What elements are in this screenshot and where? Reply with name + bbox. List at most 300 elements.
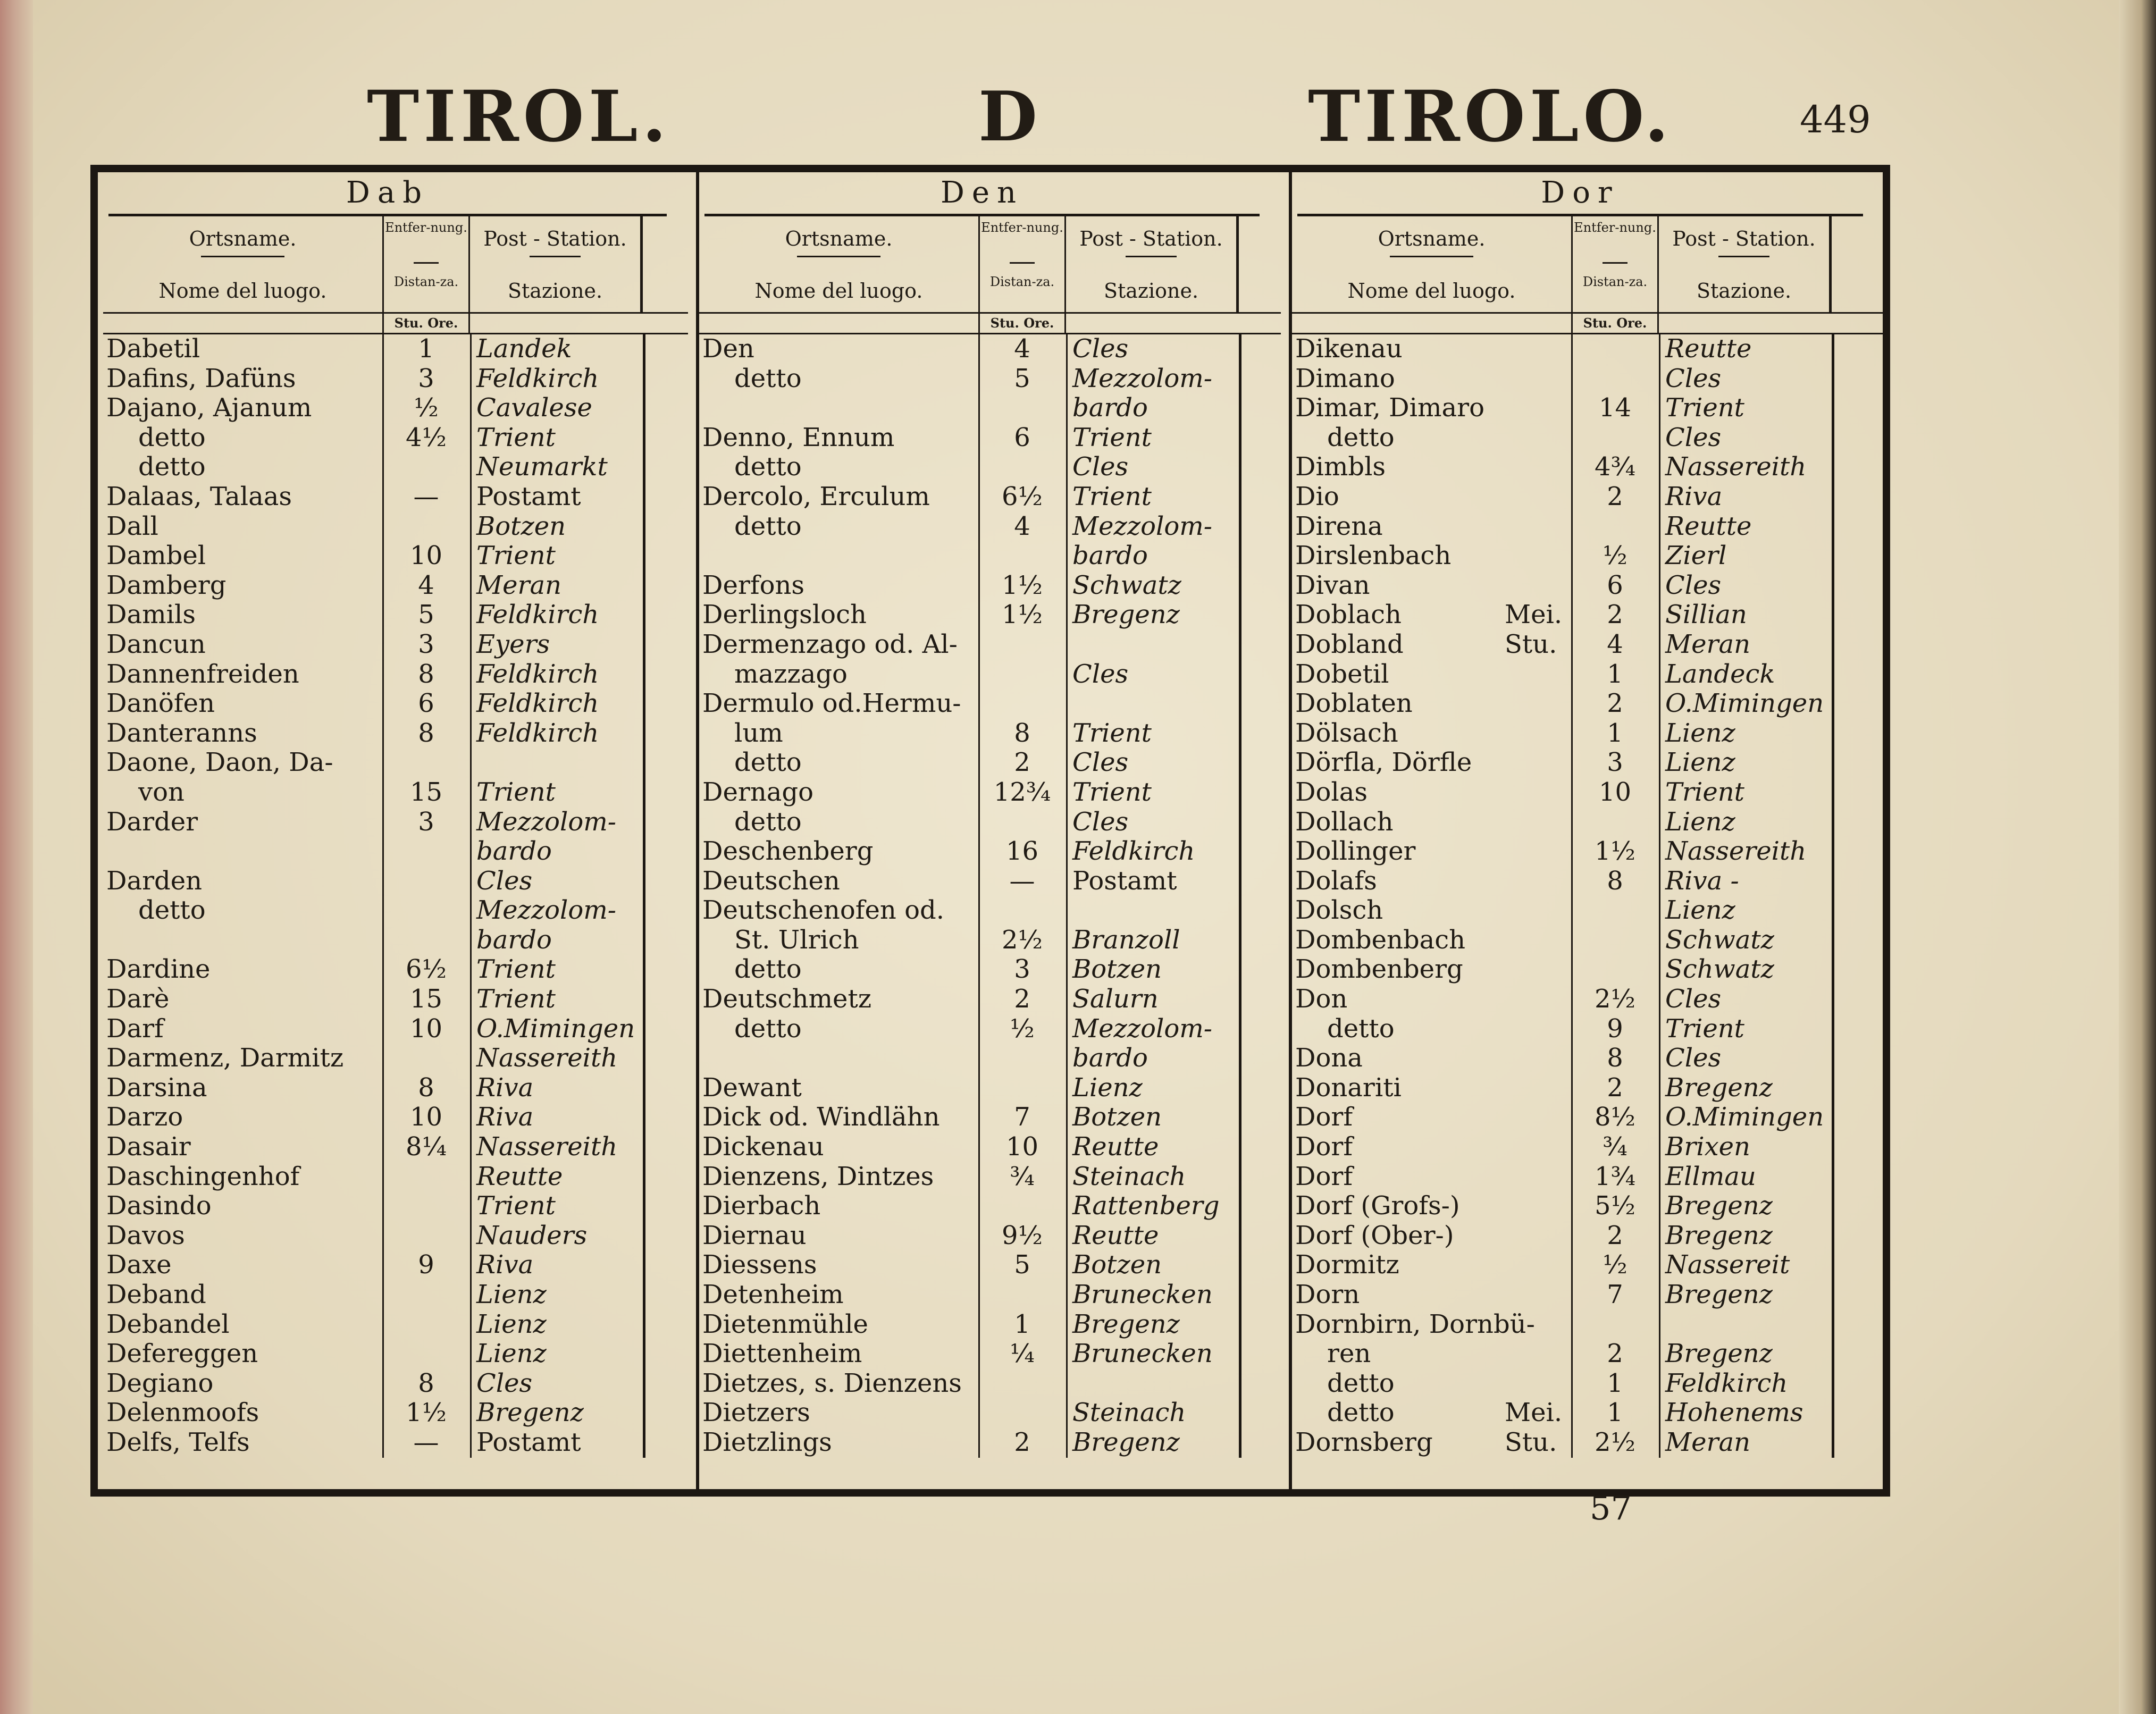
place-name: Dornsberg: [1295, 1427, 1433, 1457]
table-row: [103, 867, 688, 896]
post-station: Lienz: [1665, 895, 1735, 926]
table-row: [103, 808, 688, 837]
distance-value: 9½: [1001, 1220, 1043, 1250]
distance-value: 2: [1014, 1427, 1030, 1457]
post-station: Cles: [1665, 422, 1722, 452]
table-row: [699, 1191, 1281, 1221]
distance-value: 8: [1607, 1043, 1623, 1073]
post-station: Trient: [476, 422, 556, 452]
distance-value: 3: [418, 629, 434, 659]
table-row: [1292, 541, 1884, 571]
table-row: [699, 630, 1281, 660]
post-station: Trient: [476, 777, 556, 807]
post-station: Lienz: [476, 1309, 547, 1339]
post-station: Trient: [1072, 777, 1152, 807]
place-name: lum: [734, 718, 783, 748]
table-row: [1292, 1044, 1884, 1073]
post-station: Ellmau: [1665, 1161, 1756, 1191]
distance-value: 2: [1607, 481, 1623, 511]
place-name: detto: [1327, 1398, 1395, 1428]
table-row: [103, 955, 688, 985]
place-name: Dollinger: [1295, 836, 1416, 867]
header-station-de: Post - Station.: [483, 227, 627, 250]
post-station: Botzen: [1072, 954, 1162, 985]
post-station: Feldkirch: [1072, 836, 1195, 867]
place-name: Dermenzago od. Al-: [702, 629, 958, 659]
table-row: [699, 867, 1281, 896]
post-station: Postamt: [476, 481, 581, 511]
header-dist-it: Distan-za.: [1582, 274, 1648, 289]
place-name: detto: [734, 954, 802, 985]
place-name: Dirslenbach: [1295, 541, 1452, 571]
distance-value: 10: [409, 1102, 443, 1132]
post-station: Mezzolom-: [476, 806, 617, 837]
units-label: Stu. Ore.: [382, 314, 470, 333]
place-name: Dietzlings: [702, 1427, 832, 1457]
table-row: [103, 1073, 688, 1103]
place-name: detto: [734, 452, 802, 482]
place-name: Delenmoofs: [106, 1398, 259, 1428]
post-station: Brunecken: [1072, 1280, 1213, 1309]
place-name: mazzago: [734, 659, 848, 689]
header-station-it: Stazione.: [1696, 279, 1792, 303]
table-row: [699, 719, 1281, 749]
distance-value: 4¾: [1594, 452, 1636, 482]
place-name: Dickenau: [702, 1132, 824, 1162]
column-header-name: [103, 216, 382, 312]
place-name: Dorf: [1295, 1161, 1353, 1191]
table-row: [699, 1044, 1281, 1073]
post-station: Bregenz: [1072, 1427, 1180, 1457]
table-row: [1292, 896, 1884, 926]
section-title: Dor: [1297, 172, 1863, 216]
table-row: [699, 1162, 1281, 1192]
post-station: Landeck: [1665, 659, 1775, 689]
table-row: [103, 1162, 688, 1192]
table-row: [103, 1132, 688, 1162]
distance-value: ½: [414, 393, 439, 423]
distance-value: 10: [1598, 777, 1632, 807]
table-row: [1292, 1280, 1884, 1310]
post-station: Reutte: [1665, 334, 1752, 364]
header-name-de: Ortsname.: [785, 227, 893, 250]
post-station: Cles: [1665, 1043, 1722, 1073]
table-row: [699, 896, 1281, 926]
place-name: Donariti: [1295, 1072, 1402, 1103]
distance-value: 3: [418, 806, 434, 837]
section-title: Den: [704, 172, 1260, 216]
table-row: [1292, 423, 1884, 453]
distance-value: 2½: [1001, 925, 1043, 955]
place-name: Darsina: [106, 1072, 207, 1103]
header-name-de: Ortsname.: [189, 227, 297, 250]
table-row: [1292, 1162, 1884, 1192]
distance-value: 1¾: [1594, 1161, 1636, 1191]
place-name: ren: [1327, 1339, 1371, 1369]
column-header-station: [1659, 216, 1832, 312]
post-station: Landek: [476, 334, 572, 364]
table-row: [699, 1280, 1281, 1310]
table-row: [1292, 837, 1884, 867]
table-row: [103, 1191, 688, 1221]
place-name: Dick od. Windlähn: [702, 1102, 940, 1132]
post-station: Mezzolom-: [1072, 363, 1213, 393]
distance-value: 1½: [1001, 600, 1043, 630]
place-name: Delfs, Telfs: [106, 1427, 250, 1457]
table-row: [103, 778, 688, 808]
post-station: Trient: [476, 541, 556, 571]
table-row: [103, 1280, 688, 1310]
distance-value: 8½: [1594, 1102, 1636, 1132]
post-station: Cles: [1665, 984, 1722, 1014]
place-name: Darder: [106, 806, 198, 837]
column-header-name: [1292, 216, 1571, 312]
place-name: Dannenfreiden: [106, 659, 299, 689]
place-name: Dorf: [1295, 1132, 1353, 1162]
post-station: Feldkirch: [476, 659, 599, 689]
distance-value: 9: [418, 1250, 434, 1280]
post-station: Schwatz: [1665, 925, 1774, 955]
distance-value: 8: [1014, 718, 1030, 748]
post-station: Schwatz: [1665, 954, 1774, 985]
table-row: [699, 482, 1281, 512]
post-station: Riva: [476, 1072, 534, 1103]
post-station: Trient: [1665, 393, 1744, 423]
table-row: [699, 364, 1281, 394]
post-station: Bregenz: [1665, 1339, 1773, 1369]
place-name: Danöfen: [106, 688, 215, 719]
header-dist-de: Entfer-nung.: [385, 220, 467, 235]
distance-value: —: [1009, 866, 1035, 896]
place-name: Dolas: [1295, 777, 1368, 807]
post-station: Zierl: [1665, 541, 1727, 571]
table-row: [699, 600, 1281, 630]
place-name: St. Ulrich: [734, 925, 859, 955]
post-station: Trient: [1665, 1013, 1744, 1044]
distance-value: ¾: [1010, 1161, 1035, 1191]
table-row: [699, 393, 1281, 423]
post-station: Feldkirch: [476, 718, 599, 748]
post-station: Trient: [1072, 422, 1152, 452]
table-row: [1292, 364, 1884, 394]
place-name: Dikenau: [1295, 334, 1403, 364]
column-header-distance: [1571, 216, 1659, 312]
distance-value: 5: [418, 600, 434, 630]
page-edge: [2119, 0, 2156, 1714]
header-name-it: Nome del luogo.: [1347, 279, 1516, 303]
header-station-de: Post - Station.: [1672, 227, 1816, 250]
distance-value: 2: [1607, 1339, 1623, 1369]
place-name: Darden: [106, 866, 203, 896]
table-row: [699, 955, 1281, 985]
post-station: Lienz: [1072, 1072, 1143, 1103]
post-station: O.Mimingen: [1665, 688, 1824, 719]
post-station: Reutte: [1072, 1220, 1159, 1250]
distance-value: 8: [418, 1368, 434, 1398]
table-row: [1292, 689, 1884, 719]
post-station: Riva: [476, 1250, 534, 1280]
header-name-it: Nome del luogo.: [158, 279, 327, 303]
distance-value: 4½: [405, 422, 447, 452]
post-station: Reutte: [1072, 1132, 1159, 1162]
table-row: [1292, 955, 1884, 985]
unit-label: Mei.: [1505, 1398, 1563, 1428]
post-station: Cles: [1665, 363, 1722, 393]
post-station: bardo: [1072, 1043, 1148, 1073]
title-letter: D: [978, 77, 1037, 157]
post-station: Steinach: [1072, 1161, 1186, 1191]
post-station: Riva -: [1665, 866, 1739, 896]
place-name: Deutschmetz: [702, 984, 872, 1014]
place-name: Detenheim: [702, 1280, 844, 1309]
post-station: Mezzolom-: [1072, 1013, 1213, 1044]
place-name: Dobetil: [1295, 659, 1389, 689]
post-station: Meran: [1665, 1427, 1751, 1457]
post-station: Meran: [476, 570, 562, 600]
distance-value: 1: [1014, 1309, 1030, 1339]
table-row: [1292, 660, 1884, 690]
table-row: [699, 1250, 1281, 1280]
distance-value: 8¼: [405, 1132, 447, 1162]
table-row: [699, 689, 1281, 719]
table-row: [103, 1310, 688, 1340]
unit-label: Stu.: [1505, 1427, 1557, 1457]
place-name: detto: [138, 422, 206, 452]
section-dab: [103, 172, 688, 1489]
place-name: Derlingsloch: [702, 600, 867, 630]
distance-value: 9: [1607, 1013, 1623, 1044]
distance-value: 3: [1607, 747, 1623, 778]
distance-value: 15: [409, 984, 443, 1014]
distance-value: ½: [1603, 541, 1628, 571]
post-station: Bregenz: [1665, 1220, 1773, 1250]
table-row: [699, 1398, 1281, 1428]
table-row: [699, 423, 1281, 453]
post-station: Cavalese: [476, 393, 592, 423]
table-row: [1292, 808, 1884, 837]
post-station: Neumarkt: [476, 452, 608, 482]
table-row: [1292, 867, 1884, 896]
distance-value: 12¾: [993, 777, 1051, 807]
post-station: Nauders: [476, 1220, 588, 1250]
distance-value: 14: [1598, 393, 1632, 423]
distance-value: 6½: [405, 954, 447, 985]
post-station: Reutte: [476, 1161, 563, 1191]
place-name: Dalaas, Talaas: [106, 481, 292, 511]
title-german: TIROL.: [367, 75, 671, 158]
post-station: Botzen: [1072, 1250, 1162, 1280]
table-row: [103, 423, 688, 453]
distance-value: 2½: [1594, 1427, 1636, 1457]
table-row: [1292, 985, 1884, 1014]
place-name: Dajano, Ajanum: [106, 393, 312, 423]
table-row: [699, 334, 1281, 364]
distance-value: 7: [1014, 1102, 1030, 1132]
header-station-it: Stazione.: [507, 279, 603, 303]
column-headers: [103, 216, 688, 314]
post-station: Bregenz: [1072, 600, 1180, 630]
distance-value: 8: [418, 1072, 434, 1103]
post-station: Trient: [476, 954, 556, 985]
distance-value: 2: [1607, 600, 1623, 630]
units-label: Stu. Ore.: [1571, 314, 1659, 333]
place-name: detto: [734, 806, 802, 837]
place-name: Dietzers: [702, 1398, 810, 1428]
table-row: [1292, 1250, 1884, 1280]
post-station: Cles: [476, 1368, 533, 1398]
units-row: [699, 314, 1281, 334]
column-headers: [1292, 216, 1884, 314]
table-row: [1292, 1310, 1884, 1340]
distance-value: 1: [1607, 1368, 1623, 1398]
distance-value: 10: [1005, 1132, 1039, 1162]
place-name: Dercolo, Erculum: [702, 481, 930, 511]
place-name: Dormitz: [1295, 1250, 1399, 1280]
post-station: Nassereit: [1665, 1250, 1790, 1280]
place-name: detto: [138, 895, 206, 926]
place-name: Damils: [106, 600, 196, 630]
table-row: [1292, 600, 1884, 630]
header-dist-de: Entfer-nung.: [981, 220, 1063, 235]
post-station: Hohenems: [1665, 1398, 1803, 1428]
table-row: [103, 482, 688, 512]
post-station: Reutte: [1665, 511, 1752, 541]
post-station: Cles: [1072, 806, 1129, 837]
place-name: Dall: [106, 511, 158, 541]
place-name: Doblaten: [1295, 688, 1413, 719]
post-station: Feldkirch: [476, 363, 599, 393]
table-row: [699, 1132, 1281, 1162]
post-station: Mezzolom-: [1072, 511, 1213, 541]
post-station: Meran: [1665, 629, 1751, 659]
distance-value: 6½: [1001, 481, 1043, 511]
place-name: Deutschen: [702, 866, 840, 896]
units-row: [103, 314, 688, 334]
place-name: Diessens: [702, 1250, 817, 1280]
place-name: detto: [138, 452, 206, 482]
place-name: Dietzes, s. Dienzens: [702, 1368, 962, 1398]
post-station: Botzen: [476, 511, 566, 541]
column-header-distance: [978, 216, 1066, 312]
place-name: Darmenz, Darmitz: [106, 1043, 344, 1073]
distance-value: 4: [418, 570, 434, 600]
place-name: Daschingenhof: [106, 1161, 300, 1191]
place-name: Diettenheim: [702, 1339, 862, 1369]
post-station: Schwatz: [1072, 570, 1181, 600]
table-row: [103, 452, 688, 482]
distance-value: 4: [1014, 334, 1030, 364]
place-name: Daone, Daon, Da-: [106, 747, 333, 778]
post-station: Bregenz: [1665, 1280, 1773, 1309]
post-station: O.Mimingen: [1665, 1102, 1824, 1132]
distance-value: 2: [1607, 1072, 1623, 1103]
table-row: [103, 1369, 688, 1399]
table-row: [103, 600, 688, 630]
table-row: [103, 334, 688, 364]
table-row: [699, 541, 1281, 571]
table-row: [103, 571, 688, 601]
table-row: [1292, 630, 1884, 660]
place-name: Dambel: [106, 541, 206, 571]
post-station: Nassereith: [1665, 836, 1807, 867]
table-row: [699, 1369, 1281, 1399]
post-station: Feldkirch: [476, 688, 599, 719]
page-number: 449: [1800, 98, 1871, 141]
post-station: bardo: [476, 925, 552, 955]
distance-value: 1: [1607, 659, 1623, 689]
table-row: [1292, 1132, 1884, 1162]
post-station: Eyers: [476, 629, 550, 659]
distance-value: 1: [418, 334, 434, 364]
table-row: [699, 985, 1281, 1014]
place-name: von: [138, 777, 184, 807]
place-name: detto: [1327, 422, 1395, 452]
distance-value: 2: [1014, 747, 1030, 778]
table-row: [1292, 1103, 1884, 1132]
place-name: Dio: [1295, 481, 1339, 511]
place-name: Dölsach: [1295, 718, 1398, 748]
post-station: Riva: [1665, 481, 1723, 511]
place-name: detto: [734, 511, 802, 541]
header-station-de: Post - Station.: [1079, 227, 1223, 250]
distance-value: ¾: [1603, 1132, 1628, 1162]
distance-value: ½: [1603, 1250, 1628, 1280]
table-row: [1292, 571, 1884, 601]
post-station: Cles: [1072, 659, 1129, 689]
place-name: Danteranns: [106, 718, 257, 748]
post-station: Trient: [1665, 777, 1744, 807]
place-name: Dolsch: [1295, 895, 1383, 926]
distance-value: 8: [1607, 866, 1623, 896]
table-row: [699, 571, 1281, 601]
table-row: [699, 748, 1281, 778]
post-station: Feldkirch: [1665, 1368, 1788, 1398]
place-name: Damberg: [106, 570, 226, 600]
table-row: [103, 748, 688, 778]
table-row: [699, 1073, 1281, 1103]
post-station: Trient: [476, 984, 556, 1014]
unit-label: Stu.: [1505, 629, 1557, 659]
table-row: [1292, 778, 1884, 808]
post-station: Riva: [476, 1102, 534, 1132]
place-name: Dorf: [1295, 1102, 1353, 1132]
table-row: [103, 1428, 688, 1458]
place-name: Dimar, Dimaro: [1295, 393, 1484, 423]
post-station: Bregenz: [1665, 1072, 1773, 1103]
table-row: [699, 778, 1281, 808]
units-label: Stu. Ore.: [978, 314, 1066, 333]
distance-value: 1½: [405, 1398, 447, 1428]
place-name: Dernago: [702, 777, 813, 807]
distance-value: 1: [1607, 1398, 1623, 1428]
distance-value: 8: [418, 659, 434, 689]
distance-value: 8: [418, 718, 434, 748]
place-name: Dietenmühle: [702, 1309, 868, 1339]
place-name: Darf: [106, 1013, 164, 1044]
post-station: bardo: [1072, 393, 1148, 423]
place-name: Dombenberg: [1295, 954, 1463, 985]
table-row: [1292, 482, 1884, 512]
table-row: [699, 808, 1281, 837]
table-row: [1292, 719, 1884, 749]
post-station: O.Mimingen: [476, 1013, 635, 1044]
book-binding: [0, 0, 33, 1714]
table-row: [699, 452, 1281, 482]
place-name: Dörfla, Dörfle: [1295, 747, 1472, 778]
distance-value: 5: [1014, 363, 1030, 393]
post-station: Lienz: [1665, 806, 1735, 837]
place-name: detto: [734, 747, 802, 778]
